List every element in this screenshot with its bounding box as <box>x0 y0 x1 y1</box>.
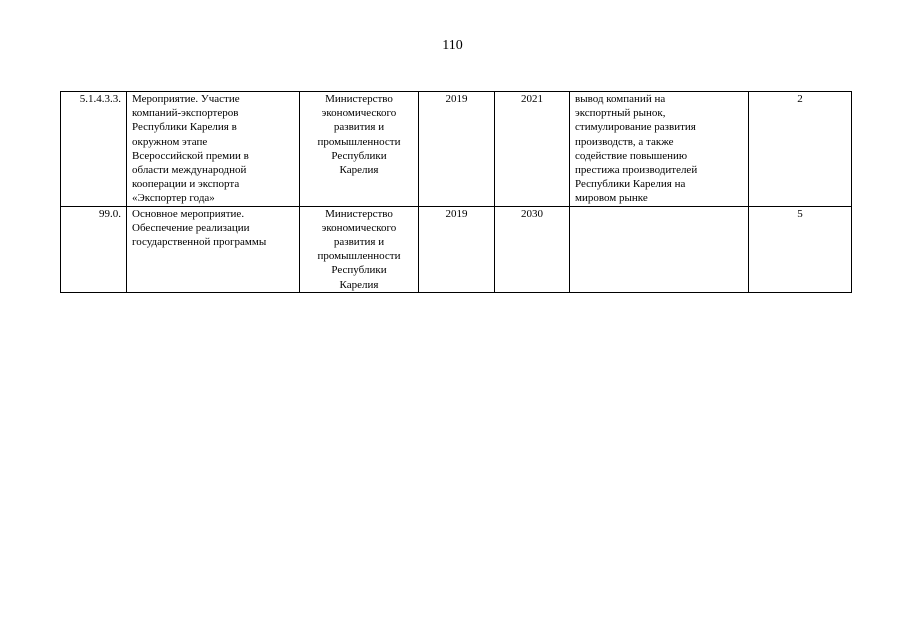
executor-line: Республики <box>331 264 387 277</box>
activity-name-cell <box>127 206 300 292</box>
end-year-cell: 2030 <box>495 206 570 292</box>
activity-name-line: «Экспортер года» <box>132 192 215 205</box>
executor-line: Республики <box>331 149 387 162</box>
expected-result-line: производств, а также <box>575 135 674 148</box>
executor-cell <box>300 92 419 207</box>
table-row <box>61 92 852 207</box>
executor-line: Карелия <box>339 164 379 177</box>
activity-name-line: Республики Карелия в <box>132 121 237 134</box>
executor-line: экономического <box>321 221 397 234</box>
expected-result-line: вывод компаний на <box>575 93 666 105</box>
executor-line: промышленности <box>317 250 401 263</box>
indicator-cell: 2 <box>749 92 852 207</box>
page-number: 110 <box>442 38 463 53</box>
executor-line: развития и <box>333 236 385 249</box>
executor-line: Министерство <box>325 93 393 105</box>
activity-code-cell: 5.1.4.3.3. <box>61 92 127 207</box>
activity-name-line: области международной <box>132 164 247 177</box>
expected-result-line: экспортный рынок, <box>575 107 666 120</box>
start-year-cell: 2019 <box>419 206 495 292</box>
executor-line: развития и <box>333 121 385 134</box>
activity-name-line: Мероприятие. Участие <box>132 93 240 105</box>
activity-name-line: Всероссийской премии в <box>132 149 249 162</box>
activity-name-line: государственной программы <box>132 236 267 249</box>
expected-result-line: содействие повышению <box>575 149 688 162</box>
table-row <box>61 206 852 292</box>
expected-result-cell <box>570 92 749 207</box>
expected-result-line: стимулирование развития <box>575 121 696 134</box>
expected-result-line: мировом рынке <box>575 192 648 205</box>
executor-line: Карелия <box>339 278 379 291</box>
table-body <box>61 92 852 293</box>
activity-code-cell: 99.0. <box>61 206 127 292</box>
activity-name-line: Основное мероприятие. <box>132 207 245 220</box>
expected-result-line: Республики Карелия на <box>575 178 686 191</box>
program-activities-table <box>60 91 852 293</box>
activity-name-line: Обеспечение реализации <box>132 221 250 234</box>
expected-result-line: престижа производителей <box>575 164 698 177</box>
activity-name-line: кооперации и экспорта <box>132 178 240 191</box>
expected-result-cell <box>570 206 749 292</box>
activity-name-cell <box>127 92 300 207</box>
executor-line: Министерство <box>325 207 393 220</box>
end-year-cell: 2021 <box>495 92 570 207</box>
indicator-cell: 5 <box>749 206 852 292</box>
executor-line: промышленности <box>317 135 401 148</box>
activity-name-line: окружном этапе <box>132 135 208 148</box>
executor-line: экономического <box>321 107 397 120</box>
activity-name-line: компаний-экспортеров <box>132 107 239 120</box>
executor-cell <box>300 206 419 292</box>
start-year-cell: 2019 <box>419 92 495 207</box>
